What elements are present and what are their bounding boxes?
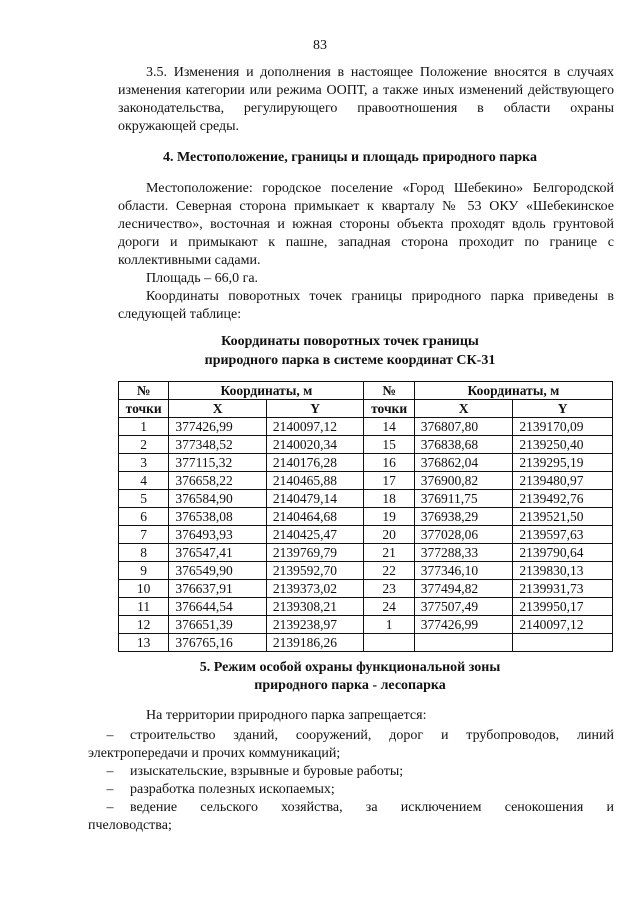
header-point-right: точки (364, 400, 414, 418)
list-item-continuation: пчеловодства; (88, 818, 172, 833)
header-coords-left: Координаты, м (169, 382, 364, 400)
y-coordinate-cell: 2139170,09 (513, 418, 613, 436)
point-number-cell: 15 (364, 436, 414, 454)
y-coordinate-cell: 2139830,13 (513, 562, 613, 580)
x-coordinate-cell: 376658,22 (169, 472, 267, 490)
point-number-cell: 19 (364, 508, 414, 526)
point-number-cell: 18 (364, 490, 414, 508)
x-coordinate-cell: 376584,90 (169, 490, 267, 508)
y-coordinate-cell: 2139295,19 (513, 454, 613, 472)
point-number-cell: 1 (364, 616, 414, 634)
list-item (90, 781, 614, 799)
x-coordinate-cell: 376637,91 (169, 580, 267, 598)
x-coordinate-cell: 376651,39 (169, 616, 267, 634)
point-number-cell: 4 (119, 472, 169, 490)
table-row (119, 634, 613, 652)
x-coordinate-cell: 376862,04 (414, 454, 513, 472)
point-number-cell: 7 (119, 526, 169, 544)
list-item-text: строительство зданий, сооружений, дорог и трубопроводов, линий (130, 728, 614, 743)
y-coordinate-cell: 2139186,26 (266, 634, 364, 652)
y-coordinate-cell: 2140097,12 (513, 616, 613, 634)
list-item-text: изыскательские, взрывные и буровые работы; (130, 764, 404, 779)
point-number-cell: 10 (119, 580, 169, 598)
x-coordinate-cell: 376644,54 (169, 598, 267, 616)
table-title-line-2: природного парка в системе координат СК-31 (204, 353, 496, 368)
section-5-heading-line-1: 5. Режим особой охраны функциональной зоны (199, 660, 501, 675)
list-item (90, 763, 614, 781)
y-coordinate-cell: 2139238,97 (266, 616, 364, 634)
point-number-cell: 14 (364, 418, 414, 436)
list-item (90, 727, 614, 745)
point-number-cell (364, 634, 414, 652)
table-row (119, 508, 613, 526)
y-coordinate-cell: 2140425,47 (266, 526, 364, 544)
x-coordinate-cell: 377115,32 (169, 454, 267, 472)
point-number-cell: 21 (364, 544, 414, 562)
x-coordinate-cell (414, 634, 513, 652)
x-coordinate-cell: 377507,49 (414, 598, 513, 616)
x-coordinate-cell: 377348,52 (169, 436, 267, 454)
point-number-cell: 12 (119, 616, 169, 634)
x-coordinate-cell: 376765,16 (169, 634, 267, 652)
table-row (119, 526, 613, 544)
y-coordinate-cell: 2139308,21 (266, 598, 364, 616)
point-number-cell: 8 (119, 544, 169, 562)
point-number-cell: 20 (364, 526, 414, 544)
prohibitions-list (90, 727, 614, 835)
section-5-heading-line-2: природного парка - лесопарка (254, 678, 446, 693)
section-3-5 (118, 64, 614, 136)
y-coordinate-cell: 2139790,64 (513, 544, 613, 562)
point-number-cell: 11 (119, 598, 169, 616)
y-coordinate-cell: 2140097,12 (266, 418, 364, 436)
list-item (90, 799, 614, 817)
list-dash: – (106, 728, 114, 743)
table-row (119, 436, 613, 454)
table-row (119, 490, 613, 508)
y-coordinate-cell (513, 634, 613, 652)
section-5-intro (118, 707, 614, 725)
x-coordinate-cell: 376549,90 (169, 562, 267, 580)
table-row (119, 472, 613, 490)
y-coordinate-cell: 2139592,70 (266, 562, 364, 580)
header-x-right: X (414, 400, 513, 418)
list-item-text: разработка полезных ископаемых; (130, 782, 335, 797)
header-num-left: № (119, 382, 169, 400)
list-dash: – (106, 764, 114, 779)
list-dash: – (106, 800, 114, 815)
point-number-cell: 6 (119, 508, 169, 526)
x-coordinate-cell: 376493,93 (169, 526, 267, 544)
point-number-cell: 5 (119, 490, 169, 508)
x-coordinate-cell: 377426,99 (414, 616, 513, 634)
table-row (119, 580, 613, 598)
x-coordinate-cell: 377028,06 (414, 526, 513, 544)
y-coordinate-cell: 2140479,14 (266, 490, 364, 508)
point-number-cell: 3 (119, 454, 169, 472)
x-coordinate-cell: 376547,41 (169, 544, 267, 562)
section-4-heading: 4. Местоположение, границы и площадь природного парка (163, 150, 537, 165)
list-dash: – (106, 782, 114, 797)
section-4-body (118, 180, 614, 324)
table-title-line-1: Координаты поворотных точек границы (221, 334, 479, 349)
page-number: 83 (313, 38, 327, 53)
header-y-right: Y (513, 400, 613, 418)
y-coordinate-cell: 2139492,76 (513, 490, 613, 508)
list-item-text: ведение сельского хозяйства, за исключением сенокошения и (130, 800, 614, 815)
prohibitions-intro: На территории природного парка запрещается: (146, 708, 427, 723)
point-number-cell: 16 (364, 454, 414, 472)
x-coordinate-cell: 376911,75 (414, 490, 513, 508)
x-coordinate-cell: 377346,10 (414, 562, 513, 580)
y-coordinate-cell: 2139480,97 (513, 472, 613, 490)
y-coordinate-cell: 2139373,02 (266, 580, 364, 598)
y-coordinate-cell: 2139950,17 (513, 598, 613, 616)
header-num-right: № (364, 382, 414, 400)
coords-intro-paragraph: Координаты поворотных точек границы природного парка приведены в следующей таблице: (118, 289, 614, 322)
y-coordinate-cell: 2139597,63 (513, 526, 613, 544)
x-coordinate-cell: 376838,68 (414, 436, 513, 454)
list-item-continuation: электропередачи и прочих коммуникаций; (88, 746, 341, 761)
table-row (119, 616, 613, 634)
x-coordinate-cell: 376538,08 (169, 508, 267, 526)
table-row (119, 454, 613, 472)
y-coordinate-cell: 2139769,79 (266, 544, 364, 562)
header-y-left: Y (266, 400, 364, 418)
y-coordinate-cell: 2140020,34 (266, 436, 364, 454)
x-coordinate-cell: 376938,29 (414, 508, 513, 526)
header-x-left: X (169, 400, 267, 418)
table-row (119, 598, 613, 616)
y-coordinate-cell: 2140464,68 (266, 508, 364, 526)
y-coordinate-cell: 2140465,88 (266, 472, 364, 490)
table-row (119, 544, 613, 562)
y-coordinate-cell: 2139250,40 (513, 436, 613, 454)
y-coordinate-cell: 2140176,28 (266, 454, 364, 472)
coordinates-table-body (119, 418, 613, 652)
header-point-left: точки (119, 400, 169, 418)
section-3-5-text: 3.5. Изменения и дополнения в настоящее Положение вносятся в случаях изменения категории или режима ООПТ, а также иных изменений действующего законодательства, регулирующего правоотношения в области охраны окружающей среды. (118, 65, 614, 134)
coordinates-table (118, 381, 613, 652)
point-number-cell: 24 (364, 598, 414, 616)
point-number-cell: 17 (364, 472, 414, 490)
point-number-cell: 22 (364, 562, 414, 580)
table-row (119, 562, 613, 580)
x-coordinate-cell: 377426,99 (169, 418, 267, 436)
point-number-cell: 13 (119, 634, 169, 652)
x-coordinate-cell: 376900,82 (414, 472, 513, 490)
point-number-cell: 2 (119, 436, 169, 454)
area-paragraph: Площадь – 66,0 га. (146, 271, 259, 286)
point-number-cell: 9 (119, 562, 169, 580)
y-coordinate-cell: 2139931,73 (513, 580, 613, 598)
table-row (119, 418, 613, 436)
point-number-cell: 23 (364, 580, 414, 598)
point-number-cell: 1 (119, 418, 169, 436)
y-coordinate-cell: 2139521,50 (513, 508, 613, 526)
x-coordinate-cell: 376807,80 (414, 418, 513, 436)
location-paragraph: Местоположение: городское поселение «Город Шебекино» Белгородской области. Северная сторона примыкает к кварталу № 53 ОКУ «Шебекинское лесничество», восточная и южная стороны объекта проходят вдоль грунтовой дороги и примыкают к пашне, западная сторона проходит по границе с коллективными садами. (118, 181, 614, 268)
x-coordinate-cell: 377288,33 (414, 544, 513, 562)
header-coords-right: Координаты, м (414, 382, 612, 400)
x-coordinate-cell: 377494,82 (414, 580, 513, 598)
